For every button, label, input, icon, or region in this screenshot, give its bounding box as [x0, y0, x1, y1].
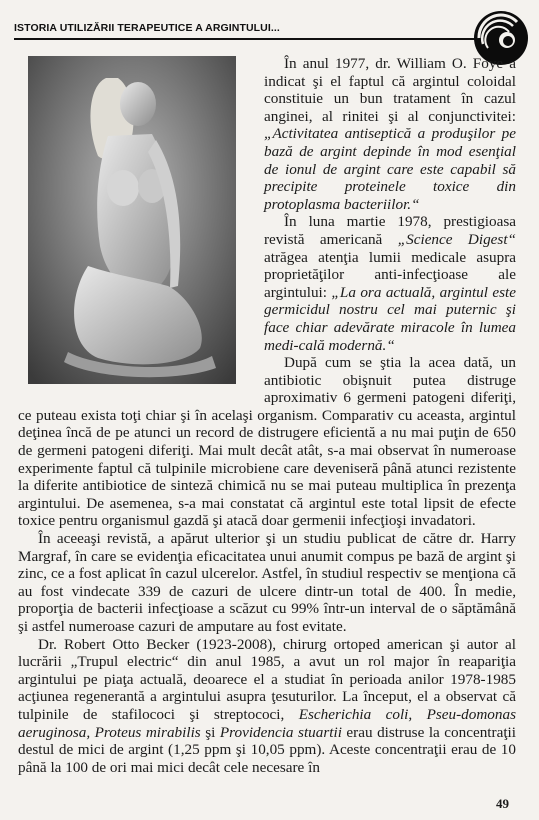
header-rule	[14, 38, 502, 40]
quotation: „La ora actuală, argintul este germicidul nostru cel mai puternic şi face chiar adevărate miracole în lumea medi-cală modernă.“	[264, 283, 517, 354]
quotation: „Activitatea antiseptică a produşilor pe bază de argint depinde în mod esenţial de ionul de argint care este capabil să precipite proteinele toxice din protoplasma bacteriilor.“	[264, 125, 516, 213]
journal-title: „Science Digest“	[397, 230, 517, 248]
paragraph-becker	[18, 636, 516, 777]
figure-wrap-space	[18, 55, 264, 391]
page-number: 49	[496, 796, 509, 811]
paragraph-antibiotic-comparison: După cum se ştia la acea dată, un antibiotic obişnuit putea distruge aproximativ 6 germeni patogeni diferiţi, ce puteau exista toţi chiar şi în acelaşi organism. Comparativ cu aceasta, argintul deţinea încă de pe atunci un record de distrugere eficientă a nu mai puţin de 650 de germeni patogeni diferiţi. Mai mult decât atât, s-a mai observat în numeroase experimente faptul că tulpinile microbiene care deveniseră până atunci rezistente la diferite antibiotice de sinteză chimică nu se mai puteau multiplica în prezenţa argintului. De asemenea, s-a mai constatat că argintul este total lipsit de efecte toxice pentru organismul gazdă şi atacă doar germenii infecţioşi invadatori.	[18, 354, 516, 530]
paragraph-text: şi	[200, 723, 220, 741]
paragraph-margraf-study: În aceeaşi revistă, a apărut ulterior şi un studiu publicat de către dr. Harry Margraf, în care se evidenţia eficacitatea unui anumit compus pe bază de argint şi zinc, ce a fost aplicat în cazul ulcerelor. Astfel, în studiul respectiv se menţiona că au fost vindecate 339 de cazuri de ulcere dintr-un total de 400. În medie, proporţia de bacterii infecţioase a scăzut cu 99% într-un interval de o săptămână şi astfel numeroase cazuri de amputare au fost evitate.	[18, 530, 516, 635]
paragraph-text: Dr. Robert Otto Becker (1923-2008), chirurg ortoped american şi autor al lucrării „Trupul electric“ din anul 1985, a avut un rol major în reapariţia argintului pe piaţa actuală, deoarece el a studiat în perioada anilor 1978-1985 acţiunea regenerantă a argintului asupra ţesuturilor. La început, el a observat că tulpinile de stafilococi şi streptococi,	[18, 635, 516, 723]
body-text	[0, 55, 539, 776]
paragraph-text: În anul 1977, dr. William O. Foye a indicat şi el faptul că argintul coloidal constituie un bun tratament în cazul anginei, al rinitei şi al conjunctivitei:	[264, 55, 516, 125]
paragraph-text: atrăgea atenţia lumii medicale asupra proprietăţilor anti-infecţioase ale argintului:	[264, 248, 516, 301]
bacteria-names: Escherichia coli, Pseu-domonas aeruginosa, Proteus mirabilis	[18, 705, 516, 741]
paragraph-text: erau distruse la concentraţii destul de mici de argint (1,25 ppm şi 10,05 ppm). Aceste concentraţii erau de 10 până la 100 de ori mai mici decât cele necesare în	[18, 723, 516, 776]
bacteria-name: Providencia stuartii	[219, 723, 342, 741]
paragraph-text: În luna martie 1978, prestigioasa revistă americană	[264, 213, 516, 248]
running-header: ISTORIA UTILIZĂRII TERAPEUTICE A ARGINTULUI...	[14, 22, 280, 34]
